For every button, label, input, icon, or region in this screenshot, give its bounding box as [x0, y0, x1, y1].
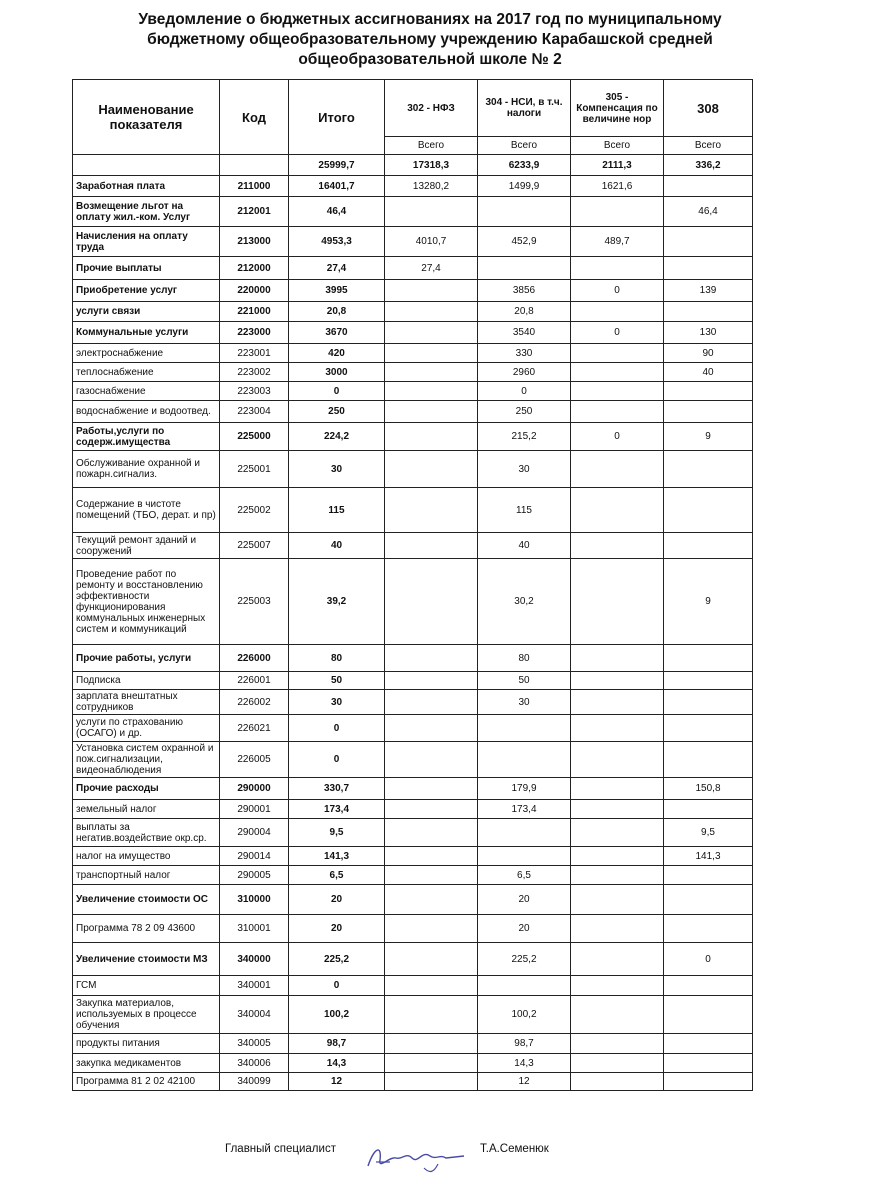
totals-305: 2111,3	[571, 155, 664, 176]
row-c304: 452,9	[478, 227, 571, 257]
row-code: 223000	[220, 322, 289, 344]
row-c302	[385, 322, 478, 344]
row-total: 3995	[289, 280, 385, 302]
row-total: 0	[289, 715, 385, 742]
row-total: 39,2	[289, 559, 385, 645]
row-code: 225002	[220, 488, 289, 533]
row-c308	[664, 1073, 753, 1091]
row-c302	[385, 943, 478, 976]
table-row	[73, 322, 753, 344]
table-row	[73, 715, 753, 742]
row-total: 98,7	[289, 1034, 385, 1054]
totals-302: 17318,3	[385, 155, 478, 176]
row-c304: 215,2	[478, 423, 571, 451]
row-code: 226021	[220, 715, 289, 742]
row-c308	[664, 382, 753, 401]
row-c304: 98,7	[478, 1034, 571, 1054]
row-c304: 2960	[478, 363, 571, 382]
row-c308	[664, 885, 753, 915]
row-c302	[385, 1054, 478, 1073]
row-total: 115	[289, 488, 385, 533]
row-c308: 0	[664, 943, 753, 976]
row-c308	[664, 227, 753, 257]
table-row	[73, 197, 753, 227]
row-c302	[385, 742, 478, 778]
row-name: газоснабжение	[73, 382, 220, 401]
row-c304: 30	[478, 451, 571, 488]
row-c302	[385, 363, 478, 382]
row-name: водоснабжение и водоотвед.	[73, 401, 220, 423]
row-name: Подписка	[73, 672, 220, 690]
row-code: 226001	[220, 672, 289, 690]
budget-table	[72, 79, 753, 1091]
row-c304: 173,4	[478, 800, 571, 819]
row-c308: 130	[664, 322, 753, 344]
row-name: транспортный налог	[73, 866, 220, 885]
row-c304	[478, 257, 571, 280]
row-c302	[385, 302, 478, 322]
row-c308: 40	[664, 363, 753, 382]
row-c305	[571, 976, 664, 996]
totals-row	[73, 155, 753, 176]
row-total: 4953,3	[289, 227, 385, 257]
header-304: 304 - НСИ, в т.ч. налоги	[478, 80, 571, 137]
row-c308: 141,3	[664, 847, 753, 866]
row-name: Проведение работ по ремонту и восстановлению эффективности функционирования коммунальных инженерных систем и коммуникаций	[73, 559, 220, 645]
row-name: Возмещение льгот на оплату жил.-ком. Услуг	[73, 197, 220, 227]
row-c305	[571, 847, 664, 866]
row-total: 224,2	[289, 423, 385, 451]
header-302: 302 - НФЗ	[385, 80, 478, 137]
title-line-2: бюджетному общеобразовательному учреждению Карабашской средней	[147, 31, 713, 48]
title-line-1: Уведомление о бюджетных ассигнованиях на 2017 год по муниципальному	[138, 11, 722, 28]
row-c304: 20	[478, 915, 571, 943]
row-c304	[478, 742, 571, 778]
row-c302	[385, 197, 478, 227]
totals-total: 25999,7	[289, 155, 385, 176]
row-total: 0	[289, 742, 385, 778]
row-name: налог на имущество	[73, 847, 220, 866]
row-c302	[385, 715, 478, 742]
row-c308	[664, 488, 753, 533]
header-308: 308	[664, 80, 753, 137]
row-c305	[571, 800, 664, 819]
row-name: Обслуживание охранной и пожарн.сигнализ.	[73, 451, 220, 488]
row-c305	[571, 257, 664, 280]
row-name: Закупка материалов, используемых в процессе обучения	[73, 996, 220, 1034]
row-code: 223004	[220, 401, 289, 423]
row-c304: 3856	[478, 280, 571, 302]
table-row	[73, 423, 753, 451]
table-row	[73, 559, 753, 645]
row-c305	[571, 451, 664, 488]
row-c308	[664, 800, 753, 819]
row-total: 12	[289, 1073, 385, 1091]
row-c304: 80	[478, 645, 571, 672]
row-c308: 9,5	[664, 819, 753, 847]
row-c305	[571, 866, 664, 885]
row-c304: 250	[478, 401, 571, 423]
row-code: 290005	[220, 866, 289, 885]
table-row	[73, 943, 753, 976]
row-code: 310000	[220, 885, 289, 915]
row-name: Прочие расходы	[73, 778, 220, 800]
row-total: 420	[289, 344, 385, 363]
row-total: 0	[289, 382, 385, 401]
row-c308: 9	[664, 559, 753, 645]
row-code: 290004	[220, 819, 289, 847]
row-c305	[571, 1054, 664, 1073]
row-c308	[664, 715, 753, 742]
row-c304: 30	[478, 690, 571, 715]
row-name: Коммунальные услуги	[73, 322, 220, 344]
row-c305	[571, 344, 664, 363]
row-c302	[385, 382, 478, 401]
row-code: 226000	[220, 645, 289, 672]
row-code: 340005	[220, 1034, 289, 1054]
row-c305	[571, 819, 664, 847]
row-total: 250	[289, 401, 385, 423]
row-name: Приобретение услуг	[73, 280, 220, 302]
subheader-308: Всего	[664, 137, 753, 155]
row-name: услуги по страхованию (ОСАГО) и др.	[73, 715, 220, 742]
row-c302	[385, 533, 478, 559]
row-code: 225000	[220, 423, 289, 451]
row-c304	[478, 976, 571, 996]
row-name: продукты питания	[73, 1034, 220, 1054]
row-c308	[664, 257, 753, 280]
row-c305	[571, 672, 664, 690]
row-name: Программа 78 2 09 43600	[73, 915, 220, 943]
row-c304: 30,2	[478, 559, 571, 645]
row-total: 141,3	[289, 847, 385, 866]
row-name: ГСМ	[73, 976, 220, 996]
row-c308	[664, 176, 753, 197]
row-name: Увеличение стоимости ОС	[73, 885, 220, 915]
row-code: 223003	[220, 382, 289, 401]
row-c304: 12	[478, 1073, 571, 1091]
row-name: выплаты за негатив.воздействие окр.ср.	[73, 819, 220, 847]
row-c308	[664, 672, 753, 690]
row-c308: 9	[664, 423, 753, 451]
row-code: 226002	[220, 690, 289, 715]
row-c308	[664, 451, 753, 488]
row-c305	[571, 533, 664, 559]
row-c302	[385, 819, 478, 847]
row-c302	[385, 885, 478, 915]
row-name: Программа 81 2 02 42100	[73, 1073, 220, 1091]
footer-signer: Т.А.Семенюк	[480, 1143, 549, 1155]
row-c304: 179,9	[478, 778, 571, 800]
row-name: Работы,услуги по содерж.имущества	[73, 423, 220, 451]
table-row	[73, 690, 753, 715]
subheader-302: Всего	[385, 137, 478, 155]
row-code: 340004	[220, 996, 289, 1034]
row-c305	[571, 401, 664, 423]
table-row	[73, 302, 753, 322]
row-code: 226005	[220, 742, 289, 778]
row-name: Прочие выплаты	[73, 257, 220, 280]
header-code: Код	[220, 80, 289, 155]
row-c308	[664, 302, 753, 322]
row-c305: 1621,6	[571, 176, 664, 197]
row-c304: 1499,9	[478, 176, 571, 197]
row-total: 20	[289, 885, 385, 915]
row-code: 340001	[220, 976, 289, 996]
row-c304: 330	[478, 344, 571, 363]
row-total: 100,2	[289, 996, 385, 1034]
table-row	[73, 819, 753, 847]
row-name: Заработная плата	[73, 176, 220, 197]
row-c308	[664, 533, 753, 559]
row-total: 16401,7	[289, 176, 385, 197]
table-row	[73, 672, 753, 690]
table-row	[73, 847, 753, 866]
table-row	[73, 645, 753, 672]
table-row	[73, 451, 753, 488]
title-line-3: общеобразовательной школе № 2	[298, 51, 562, 68]
row-total: 20	[289, 915, 385, 943]
row-c305	[571, 885, 664, 915]
row-code: 290000	[220, 778, 289, 800]
table-row	[73, 996, 753, 1034]
row-c302: 4010,7	[385, 227, 478, 257]
row-c304	[478, 197, 571, 227]
row-total: 27,4	[289, 257, 385, 280]
row-c302	[385, 996, 478, 1034]
table-row	[73, 1034, 753, 1054]
row-c305	[571, 559, 664, 645]
row-c302	[385, 915, 478, 943]
row-name: Увеличение стоимости МЗ	[73, 943, 220, 976]
row-c302	[385, 672, 478, 690]
row-c305: 489,7	[571, 227, 664, 257]
row-c308: 46,4	[664, 197, 753, 227]
row-c304: 20	[478, 885, 571, 915]
table-row	[73, 1073, 753, 1091]
row-name: Текущий ремонт зданий и сооружений	[73, 533, 220, 559]
row-c308	[664, 401, 753, 423]
row-c308	[664, 742, 753, 778]
row-c308	[664, 996, 753, 1034]
row-c302: 13280,2	[385, 176, 478, 197]
row-code: 340000	[220, 943, 289, 976]
row-c305	[571, 645, 664, 672]
row-c304: 3540	[478, 322, 571, 344]
row-total: 3670	[289, 322, 385, 344]
row-c302	[385, 559, 478, 645]
row-c302	[385, 1034, 478, 1054]
row-c302	[385, 800, 478, 819]
table-row	[73, 257, 753, 280]
table-row	[73, 176, 753, 197]
table-row	[73, 382, 753, 401]
row-total: 0	[289, 976, 385, 996]
row-code: 290014	[220, 847, 289, 866]
row-total: 173,4	[289, 800, 385, 819]
row-total: 14,3	[289, 1054, 385, 1073]
row-c305	[571, 996, 664, 1034]
row-total: 46,4	[289, 197, 385, 227]
row-c305: 0	[571, 322, 664, 344]
row-c302	[385, 976, 478, 996]
row-total: 40	[289, 533, 385, 559]
row-c302	[385, 423, 478, 451]
row-c305: 0	[571, 423, 664, 451]
table-row	[73, 344, 753, 363]
row-c305	[571, 778, 664, 800]
row-c305	[571, 488, 664, 533]
document-title	[70, 10, 790, 70]
row-name: услуги связи	[73, 302, 220, 322]
row-c302	[385, 778, 478, 800]
row-c308	[664, 645, 753, 672]
row-code: 225001	[220, 451, 289, 488]
footer-position: Главный специалист	[225, 1143, 336, 1155]
row-c304	[478, 715, 571, 742]
row-c305	[571, 382, 664, 401]
row-code: 212000	[220, 257, 289, 280]
row-c305	[571, 1073, 664, 1091]
row-c308	[664, 690, 753, 715]
row-c304: 40	[478, 533, 571, 559]
row-name: закупка медикаментов	[73, 1054, 220, 1073]
row-c302	[385, 1073, 478, 1091]
row-name: земельный налог	[73, 800, 220, 819]
row-c305	[571, 690, 664, 715]
subheader-305: Всего	[571, 137, 664, 155]
row-c302	[385, 645, 478, 672]
header-305: 305 - Компенсация по величине нор	[571, 80, 664, 137]
row-code: 213000	[220, 227, 289, 257]
table-row	[73, 533, 753, 559]
row-c308	[664, 866, 753, 885]
row-c308	[664, 915, 753, 943]
row-name: электроснабжение	[73, 344, 220, 363]
totals-304: 6233,9	[478, 155, 571, 176]
row-c305	[571, 742, 664, 778]
table-row	[73, 778, 753, 800]
row-c305	[571, 1034, 664, 1054]
row-code: 221000	[220, 302, 289, 322]
row-c302	[385, 280, 478, 302]
row-code: 220000	[220, 280, 289, 302]
table-row	[73, 866, 753, 885]
table-row	[73, 915, 753, 943]
row-c308	[664, 976, 753, 996]
row-name: Установка систем охранной и пож.сигнализации, видеонаблюдения	[73, 742, 220, 778]
row-c308: 139	[664, 280, 753, 302]
row-c304: 20,8	[478, 302, 571, 322]
header-row	[73, 80, 753, 137]
table-row	[73, 227, 753, 257]
row-name: Прочие работы, услуги	[73, 645, 220, 672]
row-code: 223002	[220, 363, 289, 382]
row-code: 223001	[220, 344, 289, 363]
row-total: 225,2	[289, 943, 385, 976]
header-name: Наименование показателя	[73, 80, 220, 155]
row-c304: 115	[478, 488, 571, 533]
row-c302	[385, 690, 478, 715]
row-total: 30	[289, 690, 385, 715]
row-name: Начисления на оплату труда	[73, 227, 220, 257]
row-c308	[664, 1034, 753, 1054]
row-c305	[571, 363, 664, 382]
row-c308: 150,8	[664, 778, 753, 800]
row-total: 9,5	[289, 819, 385, 847]
row-total: 330,7	[289, 778, 385, 800]
row-c304	[478, 847, 571, 866]
row-code: 340099	[220, 1073, 289, 1091]
row-total: 20,8	[289, 302, 385, 322]
row-code: 211000	[220, 176, 289, 197]
row-c305	[571, 715, 664, 742]
row-code: 340006	[220, 1054, 289, 1073]
row-c302	[385, 488, 478, 533]
row-code: 225003	[220, 559, 289, 645]
row-c308	[664, 1054, 753, 1073]
table-row	[73, 401, 753, 423]
row-c302	[385, 451, 478, 488]
row-c304: 50	[478, 672, 571, 690]
table-row	[73, 885, 753, 915]
row-c302	[385, 401, 478, 423]
row-c305	[571, 302, 664, 322]
row-c305	[571, 943, 664, 976]
row-c304	[478, 819, 571, 847]
row-total: 3000	[289, 363, 385, 382]
row-total: 50	[289, 672, 385, 690]
row-code: 310001	[220, 915, 289, 943]
row-code: 225007	[220, 533, 289, 559]
row-name: Содержание в чистоте помещений (ТБО, дерат. и пр)	[73, 488, 220, 533]
row-c302	[385, 847, 478, 866]
table-row	[73, 280, 753, 302]
table-row	[73, 742, 753, 778]
row-c304: 6,5	[478, 866, 571, 885]
row-c304: 100,2	[478, 996, 571, 1034]
row-code: 290001	[220, 800, 289, 819]
row-c304: 14,3	[478, 1054, 571, 1073]
row-c305	[571, 197, 664, 227]
row-c302	[385, 344, 478, 363]
row-c305	[571, 915, 664, 943]
row-name: теплоснабжение	[73, 363, 220, 382]
row-c302: 27,4	[385, 257, 478, 280]
totals-308: 336,2	[664, 155, 753, 176]
table-row	[73, 976, 753, 996]
row-c305: 0	[571, 280, 664, 302]
row-code: 212001	[220, 197, 289, 227]
table-row	[73, 1054, 753, 1073]
row-c308: 90	[664, 344, 753, 363]
row-c304: 225,2	[478, 943, 571, 976]
row-total: 6,5	[289, 866, 385, 885]
row-total: 80	[289, 645, 385, 672]
table-row	[73, 363, 753, 382]
row-c302	[385, 866, 478, 885]
row-total: 30	[289, 451, 385, 488]
table-row	[73, 488, 753, 533]
header-total: Итого	[289, 80, 385, 155]
table-row	[73, 800, 753, 819]
row-name: зарплата внештатных сотрудников	[73, 690, 220, 715]
signature-image	[360, 1138, 470, 1178]
subheader-304: Всего	[478, 137, 571, 155]
row-c304: 0	[478, 382, 571, 401]
